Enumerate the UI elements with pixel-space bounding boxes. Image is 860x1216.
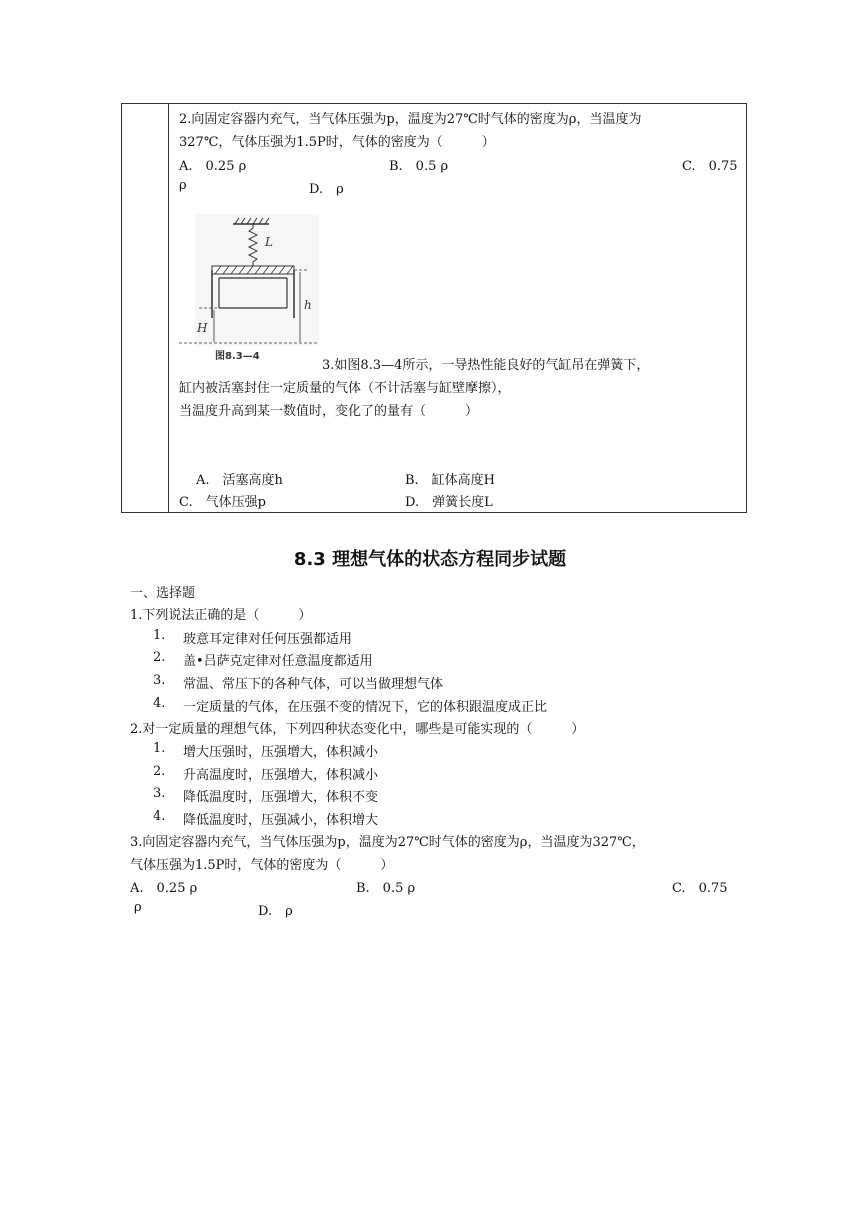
q3-option-b: B. 0.5 ρ <box>356 881 416 896</box>
table-q3-option-d: D. 弹簧长度L <box>405 495 493 510</box>
q3-option-c-cont: ρ <box>134 900 142 915</box>
table-q3-line2: 缸内被活塞封住一定质量的气体（不计活塞与缸壁摩擦）， <box>179 381 511 396</box>
q2-option-num: 1. <box>153 741 166 756</box>
q3-option-a: A. 0.25 ρ <box>130 881 198 896</box>
page-title: 8.3 理想气体的状态方程同步试题 <box>293 549 567 570</box>
table-q2-option-c: C. 0.75 <box>682 159 738 174</box>
table-q2-line1: 2.向固定容器内充气，当气体压强为p，温度为27℃时气体的密度为ρ，当温度为 <box>179 112 642 127</box>
table-q3-option-b: B. 缸体高度H <box>405 473 496 488</box>
table-divider <box>168 104 169 512</box>
q2-option-text: 增大压强时，压强增大，体积减小 <box>183 745 379 760</box>
q1-option-num: 2. <box>153 650 166 665</box>
table-q2-option-b: B. 0.5 ρ <box>389 159 449 174</box>
q2-option-num: 2. <box>153 764 166 779</box>
q3-option-c: C. 0.75 <box>672 881 728 896</box>
q1-option-text: 盖•吕萨克定律对任意温度都适用 <box>183 654 373 669</box>
table-q3-option-c: C. 气体压强p <box>179 495 266 510</box>
figure-label-H: H <box>197 321 208 335</box>
q2-option-text: 降低温度时，压强增大，体积不变 <box>183 790 379 805</box>
figure-caption: 图8.3—4 <box>215 351 260 362</box>
q2-option-text: 降低温度时，压强减小，体积增大 <box>183 813 379 828</box>
table-q2-option-d: D. ρ <box>309 182 344 197</box>
q1-option-num: 3. <box>153 673 166 688</box>
table-q3-line1: 3.如图8.3—4所示，一导热性能良好的气缸吊在弹簧下， <box>322 358 650 373</box>
section-heading: 一、选择题 <box>130 586 196 601</box>
q3-line1: 3.向固定容器内充气，当气体压强为p，温度为27℃时气体的密度为ρ，当温度为327℃， <box>130 835 645 850</box>
table-content-cell <box>179 104 742 512</box>
table-q3-option-a: A. 活塞高度h <box>196 473 283 488</box>
table-q2-line2: 327℃，气体压强为1.5P时，气体的密度为（ ） <box>179 135 495 150</box>
table-q2-option-a: A. 0.25 ρ <box>179 159 247 174</box>
q2-option-text: 升高温度时，压强增大，体积减小 <box>183 768 379 783</box>
q2-stem: 2.对一定质量的理想气体，下列四种状态变化中，哪些是可能实现的（ ） <box>130 722 585 737</box>
table-q2-option-c-cont: ρ <box>179 178 187 193</box>
q2-option-num: 3. <box>153 786 166 801</box>
q3-line2: 气体压强为1.5P时，气体的密度为（ ） <box>130 858 394 873</box>
q1-option-num: 4. <box>153 696 166 711</box>
spring-cylinder-figure <box>179 214 319 364</box>
q1-option-text: 常温、常压下的各种气体，可以当做理想气体 <box>183 677 444 692</box>
q1-stem: 1.下列说法正确的是（ ） <box>130 608 312 623</box>
table-q3-line3: 当温度升高到某一数值时，变化了的量有（ ） <box>179 404 479 419</box>
q1-option-text: 一定质量的气体，在压强不变的情况下，它的体积跟温度成正比 <box>183 700 548 715</box>
figure-label-L: L <box>265 235 273 249</box>
q3-option-d: D. ρ <box>258 904 293 919</box>
q1-option-num: 1. <box>153 628 166 643</box>
q2-option-num: 4. <box>153 809 166 824</box>
q1-option-text: 玻意耳定律对任何压强都适用 <box>183 632 353 647</box>
question-table <box>121 103 747 513</box>
figure-label-h: h <box>304 298 312 312</box>
